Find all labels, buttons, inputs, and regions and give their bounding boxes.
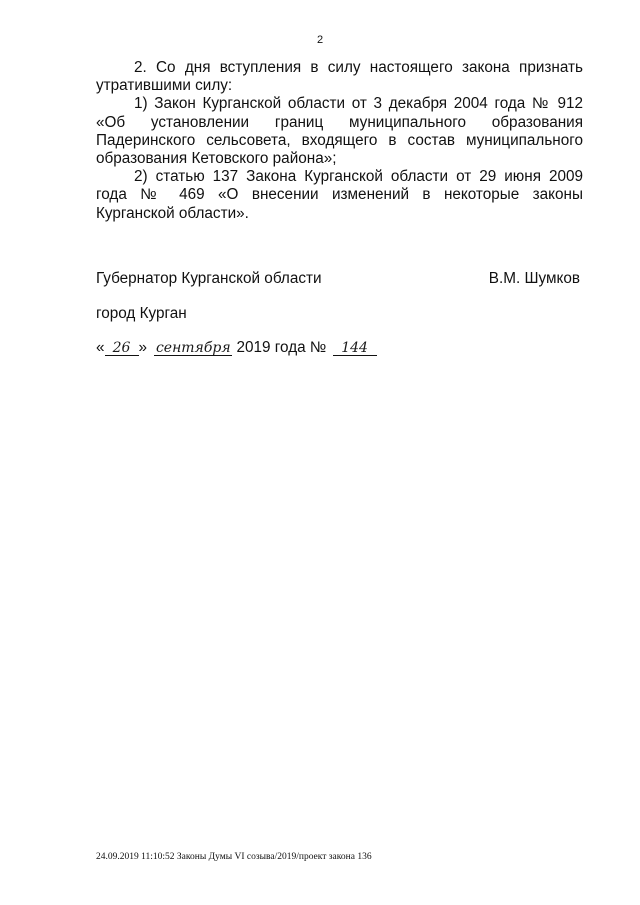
- paragraph-repeal-item-1: 1) Закон Курганской области от 3 декабря 2004 года № 912 «Об установлении границ муниципального образования Падеринского сельсовета, входящего в состав муниципального образования Кетовского района»;: [96, 95, 583, 168]
- year-text: 2019 года №: [236, 339, 327, 356]
- handwritten-day: 26: [105, 341, 139, 356]
- paragraph-repeal-intro: 2. Со дня вступления в силу настоящего закона признать утратившими силу:: [96, 59, 583, 95]
- page-number: 2: [316, 34, 324, 46]
- open-quote: «: [96, 339, 105, 356]
- signatory-position: Губернатор Курганской области: [96, 270, 322, 287]
- paragraph-repeal-item-2: 2) статью 137 Закона Курганской области от 29 июня 2009 года № 469 «О внесении изменений в некоторые законы Курганской области».: [96, 168, 583, 222]
- city-line: город Курган: [96, 305, 187, 322]
- handwritten-month: сентября: [155, 340, 231, 356]
- law-body: [96, 59, 583, 223]
- signatory-name: В.М. Шумков: [488, 270, 580, 287]
- date-line: [96, 339, 377, 357]
- close-quote: »: [138, 339, 148, 356]
- signature-block: [96, 270, 580, 288]
- handwritten-law-number: 144: [333, 341, 377, 356]
- footer-stamp: 24.09.2019 11:10:52 Законы Думы VI созыва/2019/проект закона 136: [96, 852, 372, 862]
